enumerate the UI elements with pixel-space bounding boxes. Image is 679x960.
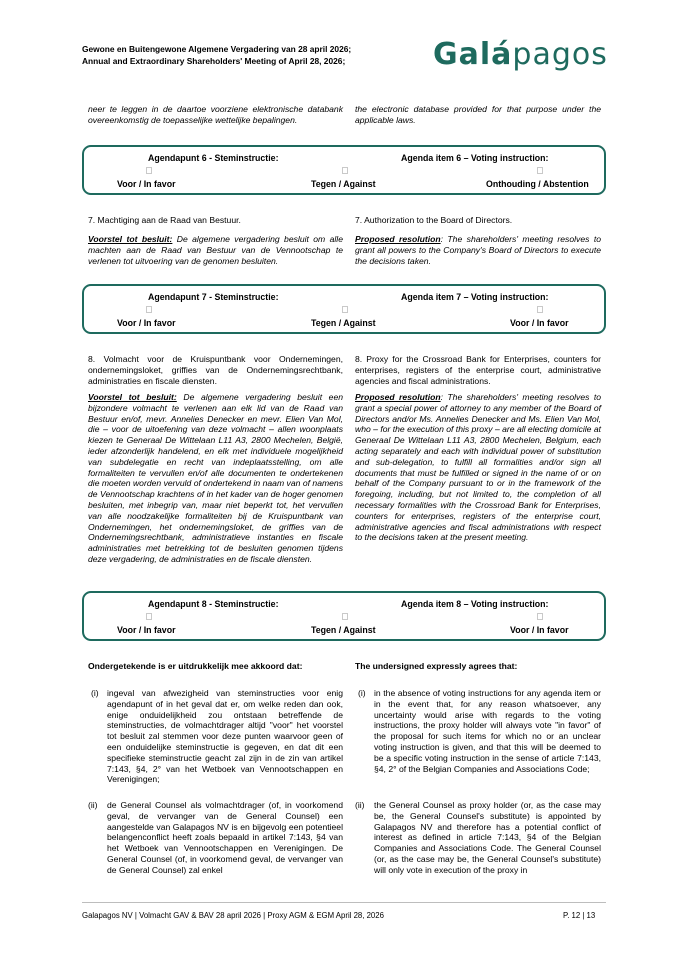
item7-heading-nl: 7. Machtiging aan de Raad van Bestuur. — [88, 215, 241, 225]
vote6-checkbox-abstention[interactable] — [537, 167, 543, 174]
vote6-checkbox-favor[interactable] — [146, 167, 152, 174]
item7-body-en: : The shareholders' meeting resolves to grant all powers to the Company's Board of Directors to execute the decisions taken. — [355, 234, 602, 266]
page-number: P. 12 | 13 — [563, 911, 596, 920]
item8-lead-en: Proposed resolution — [355, 392, 441, 402]
galapagos-logo — [433, 38, 608, 72]
header-title-en: Annual and Extraordinary Shareholders' Meeting of April 28, 2026; — [82, 56, 346, 66]
vote6-option-abstention: Onthouding / Abstention — [486, 179, 589, 189]
item8-heading-nl: 8. Volmacht voor de Kruispuntbank voor Ondernemingen, ondernemingsloket, griffies van de Ondernemingsrechtbank, administraties en fiscale diensten. — [88, 354, 343, 386]
item8-heading-en: 8. Proxy for the Crossroad Bank for Enterprises, counters for enterprises, registers of the enterprise court, administrative agencies and fiscal administrations. — [355, 354, 601, 386]
agree-heading-nl: Ondergetekende is er uitdrukkelijk mee akkoord dat: — [88, 661, 303, 671]
vote8-title-nl: Agendapunt 8 - Steminstructie: — [148, 599, 279, 609]
vote6-title-nl: Agendapunt 6 - Steminstructie: — [148, 153, 279, 163]
vote8-title-en: Agenda item 8 – Voting instruction: — [401, 599, 549, 609]
item8-resolution-en — [355, 392, 601, 543]
vote6-checkbox-against[interactable] — [342, 167, 348, 174]
voting-box-item-7 — [82, 284, 606, 334]
vote7-option-third: Voor / In favor — [510, 318, 569, 328]
item8-body-nl: De algemene vergadering besluit een bijzondere volmacht te verlenen aan elk lid van de Raad van Bestuur en/of, mevr. Annelies Denecker en mevr. Elien Van Mol, die – voor de uitoefening van deze volmacht – allen woonplaats kiezen te Generaal De Wittelaan L11 A3, 2800 Mechelen, België, ieder afzonderlijk handelend, en elk met individuele mogelijkheid van subdelegatie en recht van indeplaatsstelling, om alle formaliteiten te vervullen en/of alle documenten te ondertekenen die moeten worden vervuld of ondertekend in naam van of namens de Vennootschap krachtens of in het kader van de hoger genomen besluiten, met inbegrip van, maar niet beperkt tot, het vervullen van alle noodzakelijke formaliteiten bij de Kruispuntbank van Ondernemingen, het ondernemingsloket, de griffies van de Ondernemingsrechtbank, administratieve instanties en fiscale administraties met betrekking tot de besluiten genomen tijdens deze vergadering, de administraties en de fiscale diensten. — [88, 392, 344, 564]
vote6-title-en: Agenda item 6 – Voting instruction: — [401, 153, 549, 163]
header-title-nl: Gewone en Buitengewone Algemene Vergadering van 28 april 2026; — [82, 44, 352, 54]
list-marker-ii-en: (ii) — [355, 800, 365, 810]
item7-resolution-en — [355, 234, 601, 266]
agree-ii-nl: de General Counsel als volmachtdrager (of, in voorkomend geval, de vervanger van de General Counsel) een aangestelde van Galapagos NV is en bijgevolg een potentieel belangenconflict heeft zoals bepaald in artikel 7:143, §4 van het Wetboek van Vennootschappen en Verenigingen. De General Counsel (of, in voorkomend geval, de vervanger van de General Counsel) zal enkel — [107, 800, 343, 875]
vote8-checkbox-favor[interactable] — [146, 613, 152, 620]
vote6-option-against: Tegen / Against — [311, 179, 376, 189]
voting-box-item-8 — [82, 591, 606, 641]
item7-resolution-nl — [88, 234, 343, 266]
item7-body-nl: De algemene vergadering besluit om alle machten aan de Raad van Bestuur van de Vennootschap te verlenen tot uitvoering van de genomen besluiten. — [88, 234, 343, 266]
vote7-option-against: Tegen / Against — [311, 318, 376, 328]
agree-i-en: in the absence of voting instructions for any agenda item or in the event that, for any reason whatsoever, any uncertainty would arise with regards to the voting instructions, the proxy holder will always vote "in favor" of the proposal for such items for which no or an unclear voting instruction is given, and that this will be deemed to be a specific voting instruction in the sense of article 7:143, §4, 2° of the Belgian Companies and Associations Code; — [374, 688, 601, 774]
vote7-checkbox-third[interactable] — [537, 306, 543, 313]
item8-body-en: : The shareholders' meeting resolves to grant a special power of attorney to any member of the Board of Directors and/or Ms. Annelies Denecker and Ms. Elien Van Mol, who – for the execution of this proxy – are all electing domicile at Generaal De Wittelaan L11 A3, 2800 Mechelen, Belgium, each acting separately and each with individual power of substitution and sub-delegation, to fulfill all formalities and/or sign all documents that must be fulfilled or signed in the name of or on behalf of the Company pursuant to or in the framework of the foregoing, including, but not limited to, the completion of all necessary formalities with the Crossroad Bank for Enterprises, counters for enterprises, registers of the enterprise court, administrative agencies and fiscal administrations with respect to the decisions taken at the present meeting. — [355, 392, 602, 543]
vote7-checkbox-favor[interactable] — [146, 306, 152, 313]
item7-lead-en: Proposed resolution — [355, 234, 441, 244]
item7-heading-en: 7. Authorization to the Board of Directors. — [355, 215, 513, 225]
intro-en: the electronic database provided for that purpose under the applicable laws. — [355, 104, 601, 125]
list-marker-ii-nl: (ii) — [88, 800, 98, 810]
vote8-checkbox-third[interactable] — [537, 613, 543, 620]
voting-box-item-6 — [82, 145, 606, 195]
intro-nl: neer te leggen in de daartoe voorziene elektronische databank overeenkomstig de toepasselijke wettelijke bepalingen. — [88, 104, 343, 125]
vote7-title-en: Agenda item 7 – Voting instruction: — [401, 292, 549, 302]
footer-divider — [82, 902, 606, 903]
vote8-option-favor: Voor / In favor — [117, 625, 176, 635]
vote7-title-nl: Agendapunt 7 - Steminstructie: — [148, 292, 279, 302]
agree-i-nl: ingeval van afwezigheid van steminstructies voor enig agendapunt of in het geval dat er, om welke reden dan ook, enige onduidelijkheid zou ontstaan betreffende de steminstructies, de volmachtdrager altijd "voor" het voorstel tot besluit zal stemmen voor deze punten waarvoor geen of een onduidelijke steminstructie is gegeven, en dat dit een specifieke steminstructie geacht zal zijn in de zin van artikel 7:143, §4, 2° van het Wetboek van Vennootschappen en Verenigingen; — [107, 688, 343, 785]
item8-lead-nl: Voorstel tot besluit: — [88, 392, 177, 402]
vote8-checkbox-against[interactable] — [342, 613, 348, 620]
vote7-option-favor: Voor / In favor — [117, 318, 176, 328]
vote7-checkbox-against[interactable] — [342, 306, 348, 313]
agree-heading-en: The undersigned expressly agrees that: — [355, 661, 518, 671]
list-marker-i-en: (i) — [358, 688, 366, 698]
list-marker-i-nl: (i) — [91, 688, 99, 698]
item8-resolution-nl — [88, 392, 343, 565]
vote8-option-third: Voor / In favor — [510, 625, 569, 635]
footer-left: Galapagos NV | Volmacht GAV & BAV 28 april 2026 | Proxy AGM & EGM April 28, 2026 — [82, 911, 384, 920]
vote8-option-against: Tegen / Against — [311, 625, 376, 635]
item7-lead-nl: Voorstel tot besluit: — [88, 234, 173, 244]
logo-text-light: pagos — [512, 37, 608, 72]
agree-ii-en: the General Counsel as proxy holder (or, as the case may be, the General Counsel's substitute) is appointed by Galapagos NV and therefore has a potential conflict of interest as defined in article 7:143, §4 of the Belgian Companies and Associations Code. The General Counsel (or, as the case may be, the General Counsel's substitute) will only vote in execution of the proxy in — [374, 800, 601, 875]
logo-text-bold: Galá — [433, 37, 513, 72]
vote6-option-favor: Voor / In favor — [117, 179, 176, 189]
